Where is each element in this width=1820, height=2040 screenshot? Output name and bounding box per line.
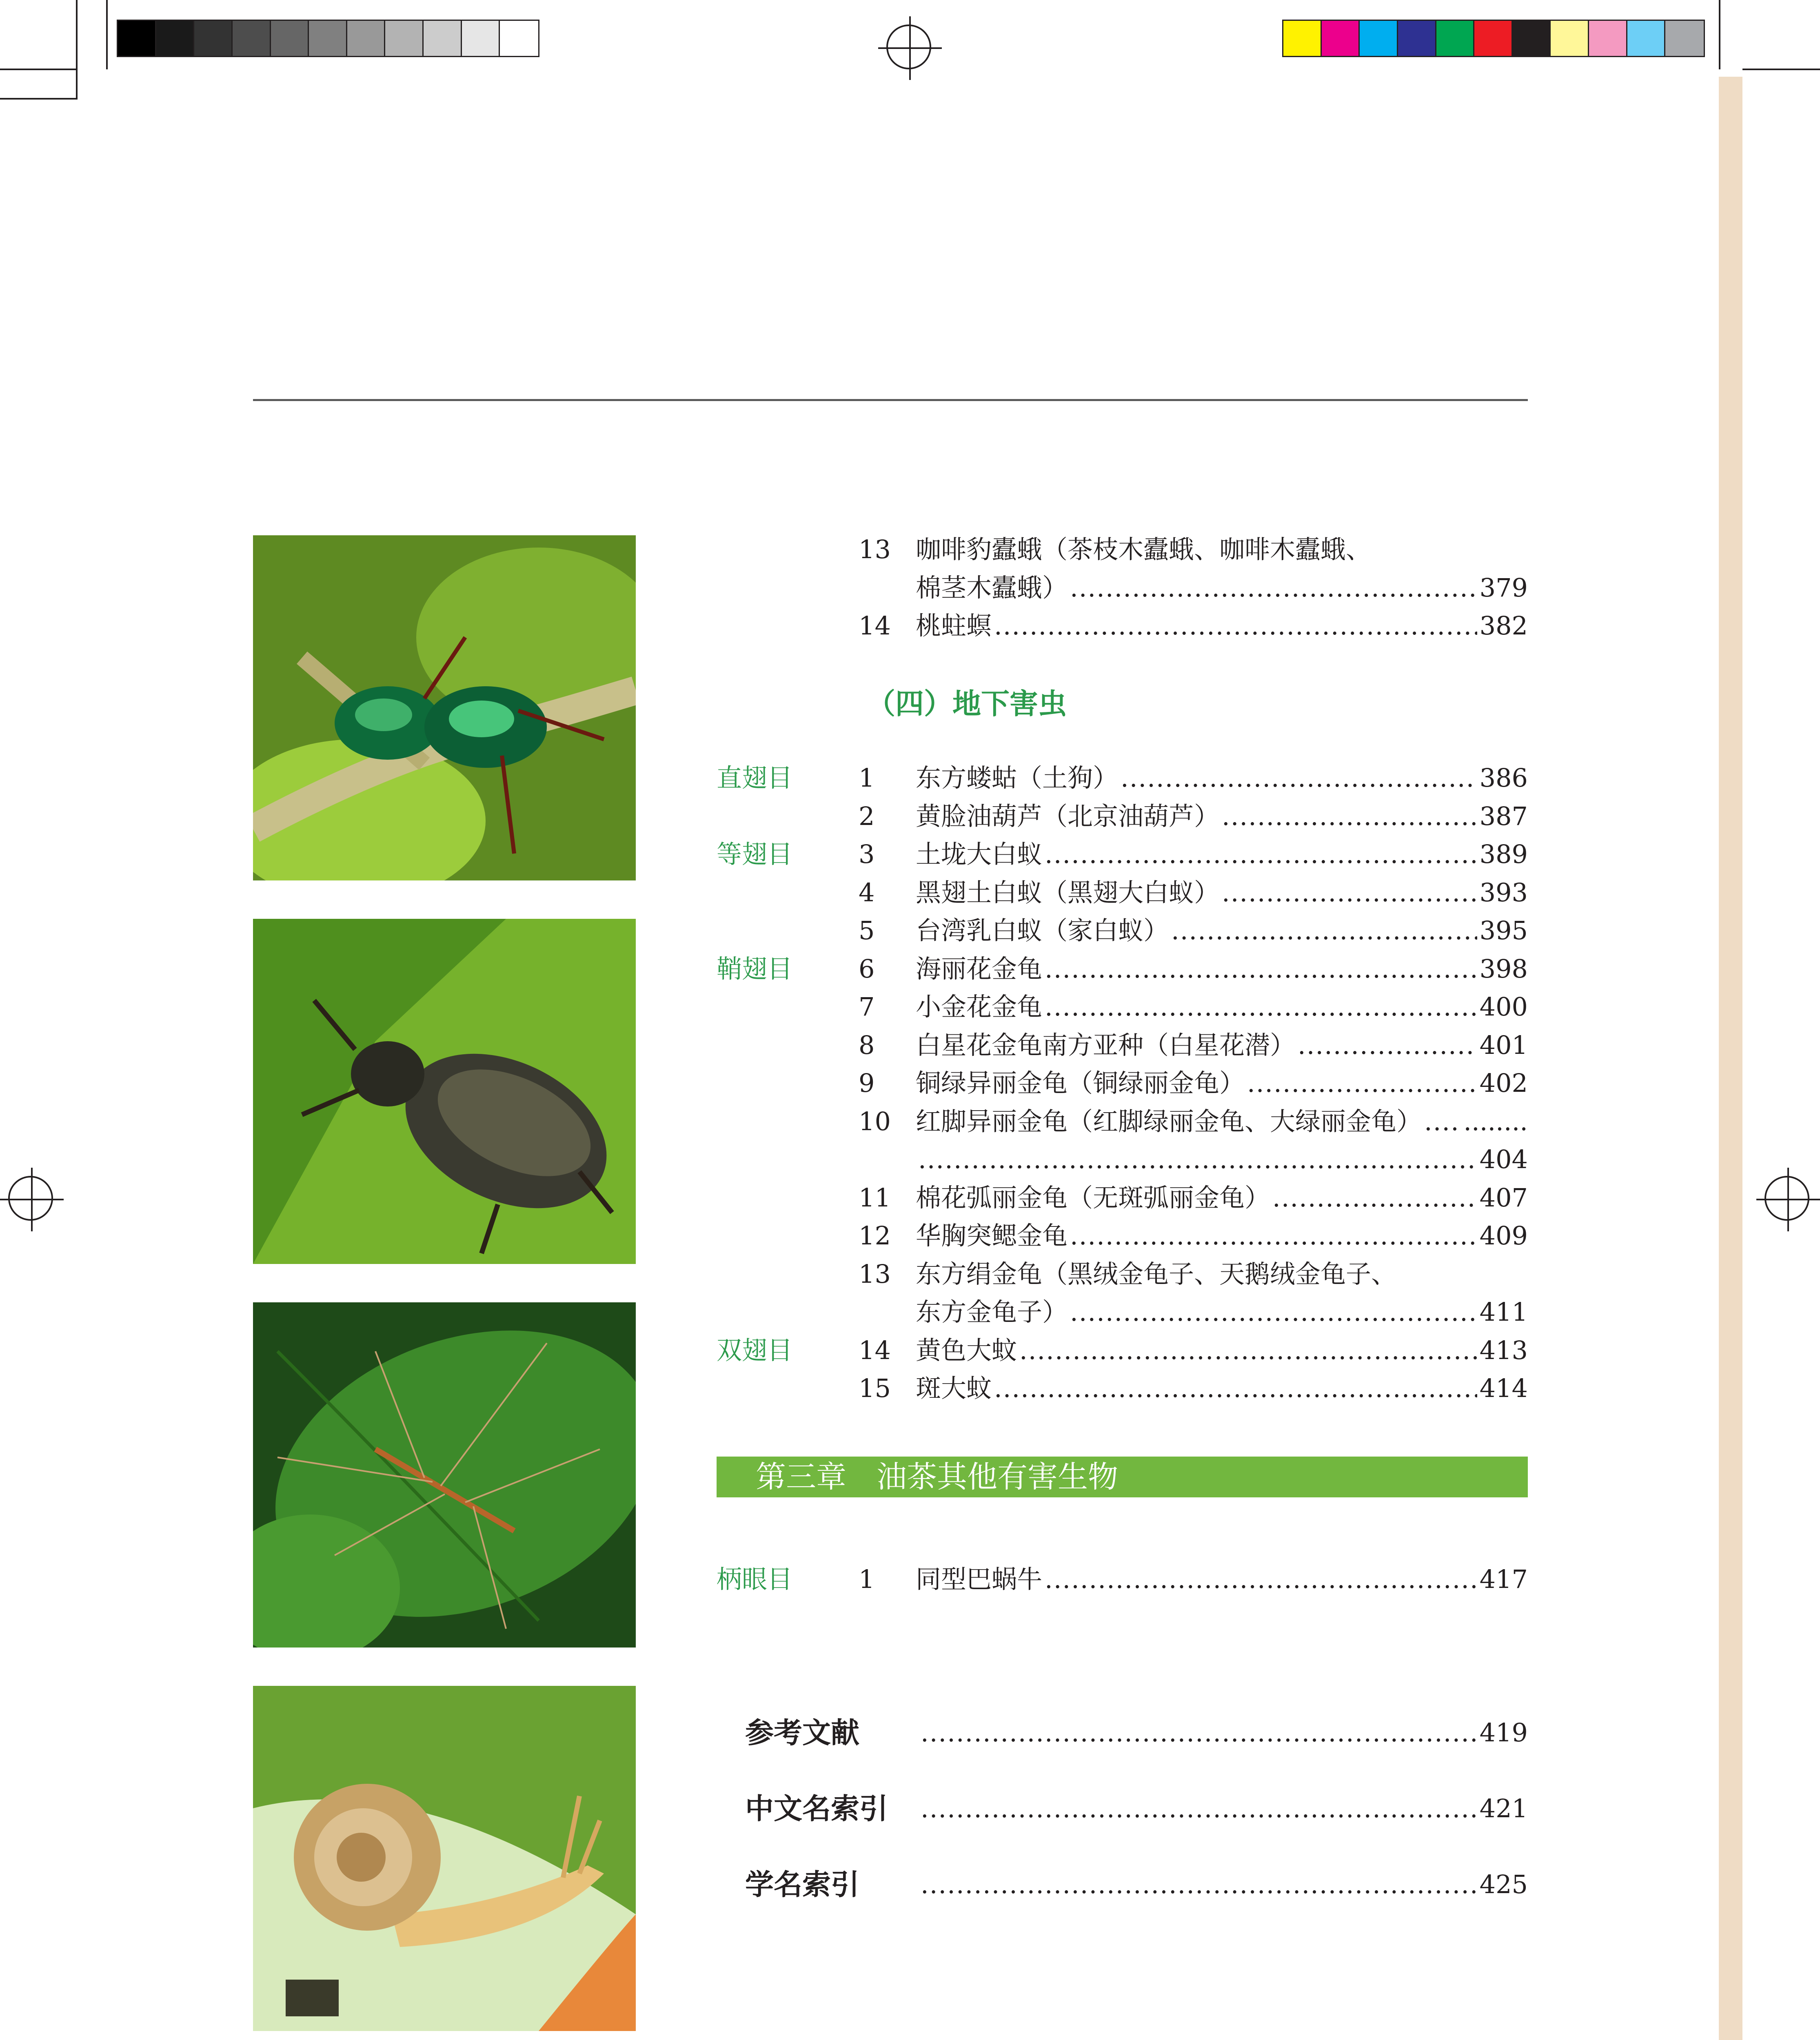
entry-number: 14 (859, 611, 891, 641)
order-label-stylommatophora: 柄眼目 (717, 1564, 793, 1594)
leader-dots (1045, 951, 1477, 987)
entry-title: 斑大蚊 (916, 1373, 992, 1403)
toc-entry (0, 531, 1820, 568)
entry-page: ........ (1463, 1106, 1528, 1136)
toc-entry (0, 1103, 1820, 1140)
color-swatch (1513, 21, 1551, 56)
crop-mark-tl-v (76, 0, 78, 100)
entry-page: 401 (1479, 1030, 1528, 1060)
entry-page: 400 (1479, 992, 1528, 1022)
entry-page: 387 (1479, 801, 1528, 831)
crop-mark-tl-v2 (106, 0, 108, 69)
crop-mark-tl-h2 (0, 69, 78, 70)
leader-dots (994, 1370, 1477, 1407)
back-matter-page: 425 (1479, 1869, 1528, 1899)
leader-dots (994, 608, 1477, 644)
toc-entry (0, 798, 1820, 835)
leader-dots (921, 1866, 1477, 1903)
toc-entry (0, 912, 1820, 949)
back-matter-title: 学名索引 (745, 1867, 859, 1901)
order-label-orthoptera: 直翅目 (717, 763, 793, 793)
toc-entry (0, 1561, 1820, 1598)
color-swatch (1627, 21, 1666, 56)
leader-dots (1045, 989, 1477, 1025)
color-swatch (1436, 21, 1475, 56)
leader-dots (921, 1790, 1477, 1827)
order-label-isoptera: 等翅目 (717, 839, 793, 869)
leader-dots (1298, 1027, 1477, 1064)
registration-mark-top (878, 16, 942, 80)
entry-title: 棉花弧丽金龟（无斑弧丽金龟） (916, 1182, 1270, 1213)
crop-mark-tr-v (1719, 0, 1720, 69)
toc-entry (0, 951, 1820, 987)
entry-page: 411 (1479, 1297, 1528, 1327)
color-swatch (1665, 21, 1704, 56)
back-matter-entry (0, 1866, 1820, 1903)
color-swatch (385, 21, 424, 56)
color-swatch-strip (1282, 20, 1705, 57)
entry-title: 白星花金龟南方亚种（白星花潜） (916, 1030, 1296, 1060)
leader-dots (921, 1714, 1477, 1751)
color-swatch (1589, 21, 1627, 56)
toc-entry (0, 760, 1820, 796)
leader-dots (1171, 912, 1477, 949)
entry-page: 413 (1479, 1335, 1528, 1365)
color-swatch (424, 21, 462, 56)
order-label-diptera: 双翅目 (717, 1335, 793, 1365)
back-matter-entry (0, 1714, 1820, 1751)
entry-title: 海丽花金龟 (916, 953, 1043, 984)
entry-title: 台湾乳白蚁（家白蚁） (916, 916, 1169, 945)
entry-number: 9 (859, 1068, 875, 1098)
color-swatch (500, 21, 538, 56)
entry-page: 393 (1479, 877, 1528, 907)
entry-page: 379 (1479, 572, 1528, 603)
color-swatch (233, 21, 271, 56)
color-swatch (462, 21, 500, 56)
entry-page: 382 (1479, 611, 1528, 641)
entry-title: 东方蝼蛄（土狗） (916, 763, 1119, 793)
entry-number: 10 (859, 1106, 891, 1136)
color-swatch (271, 21, 309, 56)
entry-number: 2 (859, 801, 875, 831)
leader-dots (1222, 874, 1477, 911)
toc-entry (0, 1141, 1820, 1178)
back-matter-title: 参考文献 (745, 1716, 859, 1750)
entry-page: 417 (1479, 1564, 1528, 1594)
header-rule (253, 399, 1528, 401)
entry-number: 13 (859, 1259, 891, 1289)
entry-title: 黑翅土白蚁（黑翅大白蚁） (916, 877, 1220, 907)
toc-entry (0, 608, 1820, 644)
entry-title: 桃蛀螟 (916, 611, 992, 641)
leader-dots (1019, 1332, 1477, 1369)
leader-dots (1222, 798, 1477, 835)
entry-title: 棉茎木蠹蛾） (916, 572, 1068, 603)
leader-dots (1121, 760, 1477, 796)
entry-number: 13 (859, 534, 891, 564)
entry-title: 铜绿异丽金龟（铜绿丽金龟） (916, 1068, 1245, 1098)
toc-entry (0, 570, 1820, 606)
entry-page: 414 (1479, 1373, 1528, 1403)
entry-title: 红脚异丽金龟（红脚绿丽金龟、大绿丽金龟） (916, 1106, 1422, 1136)
color-swatch (1474, 21, 1513, 56)
entry-page: 398 (1479, 953, 1528, 984)
color-swatch (1283, 21, 1322, 56)
chapter-title: 第三章 油茶其他有害生物 (756, 1459, 1118, 1495)
entry-page: 409 (1479, 1221, 1528, 1251)
entry-page: 386 (1479, 763, 1528, 793)
entry-title: 同型巴蜗牛 (916, 1564, 1043, 1594)
entry-number: 11 (859, 1182, 891, 1213)
entry-number: 3 (859, 839, 875, 869)
toc-entry (0, 1217, 1820, 1254)
leader-dots (1272, 1180, 1477, 1216)
toc-entry (0, 1256, 1820, 1293)
color-swatch (309, 21, 347, 56)
entry-number: 6 (859, 953, 875, 984)
leader-dots (1070, 1294, 1477, 1330)
color-swatch (1322, 21, 1360, 56)
entry-page: 389 (1479, 839, 1528, 869)
entry-page: 395 (1479, 916, 1528, 945)
entry-number: 8 (859, 1030, 875, 1060)
toc-entry (0, 836, 1820, 873)
entry-number: 15 (859, 1373, 891, 1403)
color-swatch (118, 21, 156, 56)
back-matter-title: 中文名索引 (745, 1792, 888, 1825)
entry-number: 5 (859, 916, 875, 945)
leader-dots (1045, 836, 1477, 873)
back-matter-entry (0, 1790, 1820, 1827)
color-swatch (347, 21, 386, 56)
entry-title: 咖啡豹蠹蛾（茶枝木蠹蛾、咖啡木蠹蛾、 (916, 534, 1372, 564)
entry-title: 东方金龟子） (916, 1297, 1068, 1327)
entry-title: 东方绢金龟（黑绒金龟子、天鹅绒金龟子、 (916, 1259, 1397, 1289)
back-matter-page: 421 (1479, 1794, 1528, 1823)
entry-title: 华胸突鳃金龟 (916, 1221, 1068, 1251)
toc-entry (0, 989, 1820, 1025)
toc-entry (0, 1065, 1820, 1102)
leader-dots (1070, 1217, 1477, 1254)
entry-number: 1 (859, 763, 875, 793)
entry-page: 407 (1479, 1182, 1528, 1213)
color-swatch (1551, 21, 1589, 56)
back-matter-page: 419 (1479, 1718, 1528, 1747)
crop-mark-tl-h (0, 98, 78, 100)
toc-entry (0, 1180, 1820, 1216)
leader-dots (1247, 1065, 1477, 1102)
entry-page: 402 (1479, 1068, 1528, 1098)
toc-entry (0, 1332, 1820, 1369)
toc-entry (0, 874, 1820, 911)
toc-entry (0, 1370, 1820, 1407)
order-label-coleoptera: 鞘翅目 (717, 954, 793, 984)
toc-entry (0, 1027, 1820, 1064)
entry-number: 4 (859, 877, 875, 907)
entry-number: 14 (859, 1335, 891, 1365)
color-swatch (1398, 21, 1436, 56)
color-swatch (194, 21, 233, 56)
leader-dots (1045, 1561, 1477, 1598)
chapter-bar (717, 1457, 1528, 1497)
entry-page: 404 (1479, 1144, 1528, 1174)
crop-mark-tr-h (1742, 69, 1820, 70)
entry-title: 黄色大蚊 (916, 1335, 1017, 1365)
entry-title: 小金花金龟 (916, 992, 1043, 1022)
section-title: （四）地下害虫 (867, 687, 1067, 721)
leader-dots (1070, 570, 1477, 606)
entry-title: 黄脸油葫芦（北京油葫芦） (916, 801, 1220, 831)
toc-entry (0, 1294, 1820, 1330)
leader-dots (1424, 1103, 1461, 1140)
entry-number: 1 (859, 1564, 875, 1594)
entry-number: 7 (859, 992, 875, 1022)
color-swatch (1360, 21, 1398, 56)
entry-title: 土垅大白蚁 (916, 839, 1043, 869)
entry-number: 12 (859, 1221, 891, 1251)
gray-swatch-strip (117, 20, 539, 57)
color-swatch (156, 21, 195, 56)
leader-dots (918, 1141, 1477, 1178)
